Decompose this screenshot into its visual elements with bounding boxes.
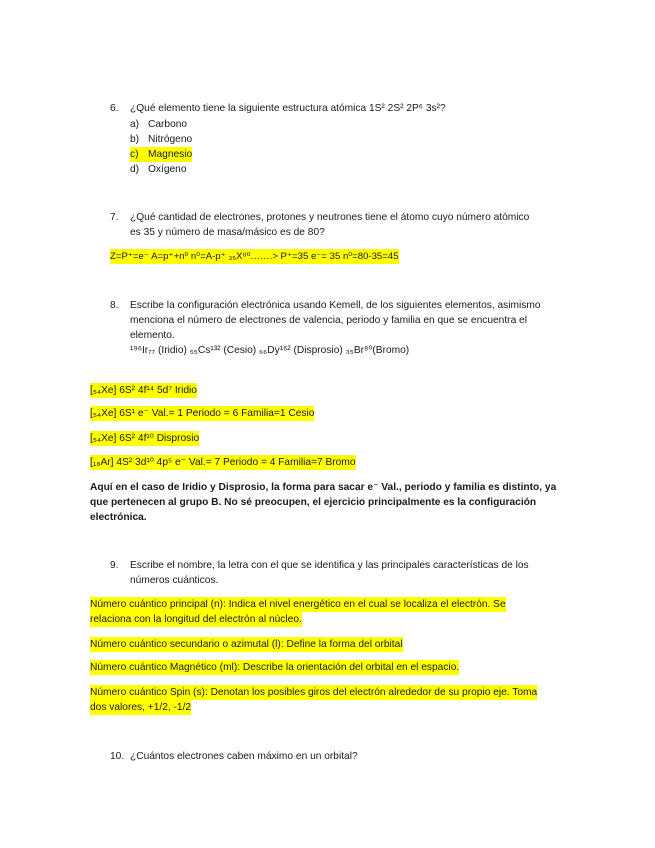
note-line: electrónica. — [90, 512, 147, 523]
answer-principal — [90, 597, 506, 627]
option-d: d) Oxígeno — [130, 164, 187, 175]
answer-iridio: [₅₄Xe] 6S² 4f¹⁴ 5d⁷ Iridio — [90, 385, 197, 396]
answer-magnetico — [90, 660, 459, 675]
answer-spin — [90, 685, 537, 715]
elements-line: ¹⁹⁶Ir₇₇ (Iridio) ₅₅Cs¹³² (Cesio) ₆₆Dy¹⁶² (Disprosio) ₃₅Br⁸⁰(Bromo) — [130, 345, 410, 356]
question-text-line: es 35 y número de masa/másico es de 80? — [130, 227, 325, 238]
answer-bromo: [₁₈Ar] 4S² 3d¹⁰ 4p⁵ e⁻ Val.= 7 Periodo = 4 Familia=7 Bromo — [90, 457, 356, 468]
question-text: ¿Qué elemento tiene la siguiente estructura atómica 1S² 2S² 2P⁶ 3s²? — [130, 103, 446, 114]
question-text-line: menciona el número de electrones de valencia, periodo y familia en que se encuentra el — [130, 315, 527, 326]
question-text-line: Escribe la configuración electrónica usando Kemell, de los siguientes elementos, asimismo — [130, 300, 541, 311]
question-number: 7. — [110, 212, 119, 223]
answer-q7: Z=P⁺=e⁻ A=p⁺+n⁰ n⁰=A-p⁺ ₃₅X⁸⁰…….> P⁺=35 e⁻= 35 n⁰=80-35=45 — [110, 251, 399, 262]
answer-line: Número cuántico Magnético (ml): Describe la orientación del orbital en el espacio. — [90, 662, 460, 673]
question-text: ¿Cuántos electrones caben máximo en un orbital? — [130, 751, 358, 762]
answer-secundario — [90, 637, 403, 652]
answer-disprosio: [₅₄Xe] 6S² 4f¹⁰ Disprosio — [90, 433, 200, 444]
question-number: 6. — [110, 103, 119, 114]
question-number: 9. — [110, 560, 119, 571]
answer-cesio: [₅₄Xe] 6S¹ e⁻ Val.= 1 Periodo = 6 Familia=1 Cesio — [90, 408, 315, 419]
note-line: que pertenecen al grupo B. No sé preocupen, el ejercicio principalmente es la configuración — [90, 497, 537, 508]
option-b: b) Nitrógeno — [130, 134, 193, 145]
note-line: Aquí en el caso de Iridio y Disprosio, la forma para sacar e⁻ Val., periodo y familia es distinto, ya — [90, 482, 557, 493]
answer-line: relaciona con la longitud del electrón al núcleo. — [90, 614, 302, 625]
question-number: 10. — [110, 751, 125, 762]
answer-line: Número cuántico principal (n): Indica el nivel energético en el cual se localiza el electrón. Se — [90, 599, 506, 610]
answer-line: Número cuántico Spin (s): Denotan los posibles giros del electrón alrededor de su propio eje. Toma — [90, 687, 538, 698]
answer-line: dos valores, +1/2, -1/2 — [90, 702, 192, 713]
question-text-line: elemento. — [130, 330, 175, 341]
question-text-line: ¿Qué cantidad de electrones, protones y neutrones tiene el átomo cuyo número atómico — [130, 212, 530, 223]
question-text-line: números cuánticos. — [130, 575, 219, 586]
option-c-selected: c) Magnesio — [130, 149, 193, 160]
note — [90, 480, 556, 525]
question-text-line: Escribe el nombre, la letra con el que se identifica y las principales características de los — [130, 560, 529, 571]
option-a: a) Carbono — [130, 119, 188, 130]
question-number: 8. — [110, 300, 119, 311]
answer-line: Número cuántico secundario o azimutal (l): Define la forma del orbital — [90, 639, 403, 650]
